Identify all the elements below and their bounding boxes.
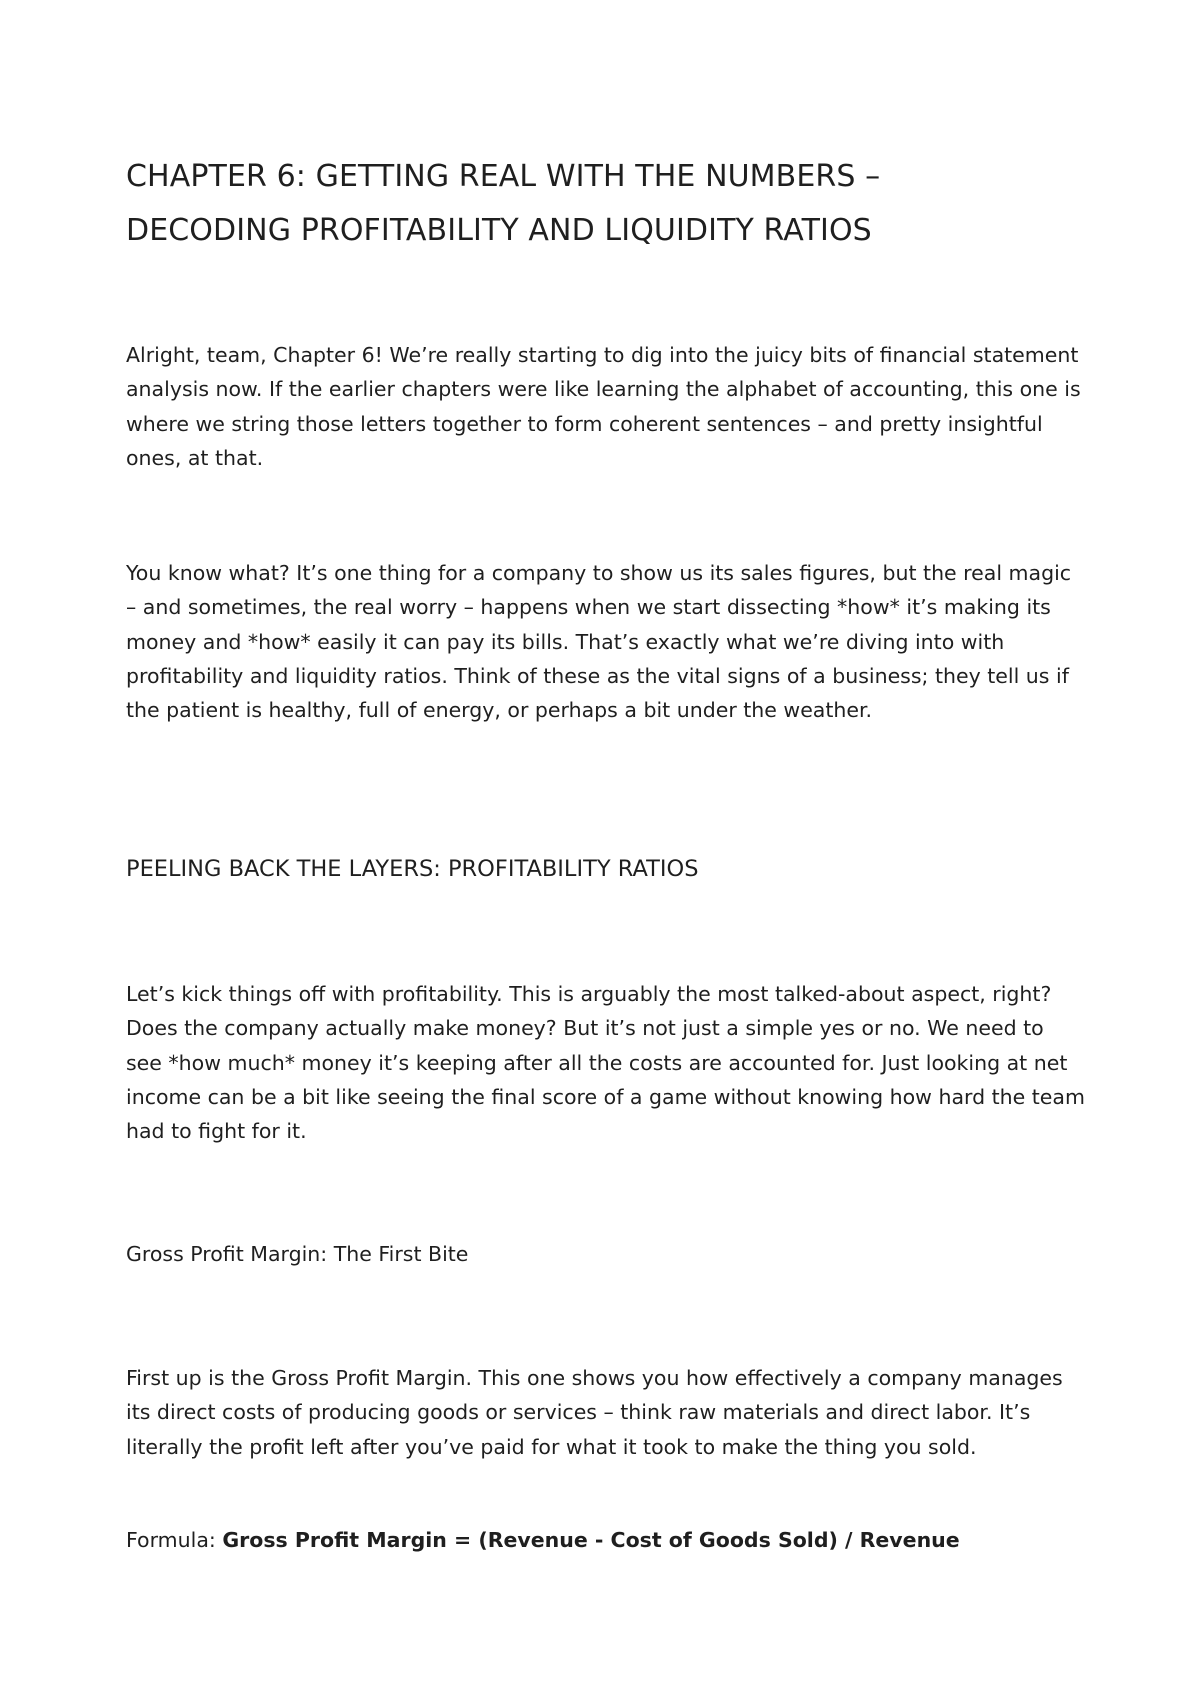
profitability-paragraph: Let’s kick things off with profitability. This is arguably the most talked-about aspect, right? Does the company actually make money? But it’s not just a simple yes or no. We need to see *how much* money it’s keeping after all the costs are accounted for. Just looking at net income can be a bit like seeing the final score of a game without knowing how hard the team had to fight for it.	[126, 982, 1085, 1144]
section-heading-profitability: PEELING BACK THE LAYERS: PROFITABILITY RATIOS	[126, 856, 699, 882]
formula-text: Gross Profit Margin = (Revenue - Cost of Goods Sold) / Revenue	[222, 1528, 960, 1552]
formula-label: Formula:	[126, 1528, 223, 1552]
formula-line	[126, 1523, 1086, 1557]
chapter-title	[126, 150, 1086, 258]
intro-paragraph-1: Alright, team, Chapter 6! We’re really starting to dig into the juicy bits of financial statement analysis now. If the earlier chapters were like learning the alphabet of accounting, this one is where we string those letters together to form coherent sentences – and pretty insightful ones, at that.	[126, 343, 1081, 470]
sub-heading-gross-profit-margin: Gross Profit Margin: The First Bite	[126, 1242, 469, 1266]
chapter-title-line-2: DECODING PROFITABILITY AND LIQUIDITY RATIOS	[126, 213, 872, 248]
intro-paragraph-2: You know what? It’s one thing for a company to show us its sales figures, but the real magic – and sometimes, the real worry – happens when we start dissecting *how* it’s making its money and *how* easily it can pay its bills. That’s exactly what we’re diving into with profitability and liquidity ratios. Think of these as the vital signs of a business; they tell us if the patient is healthy, full of energy, or perhaps a bit under the weather.	[126, 561, 1072, 723]
chapter-title-line-1: CHAPTER 6: GETTING REAL WITH THE NUMBERS –	[126, 159, 881, 194]
gross-profit-margin-paragraph: First up is the Gross Profit Margin. This one shows you how effectively a company manages its direct costs of producing goods or services – think raw materials and direct labor. It’s literally the profit left after you’ve paid for what it took to make the thing you sold.	[126, 1366, 1063, 1459]
